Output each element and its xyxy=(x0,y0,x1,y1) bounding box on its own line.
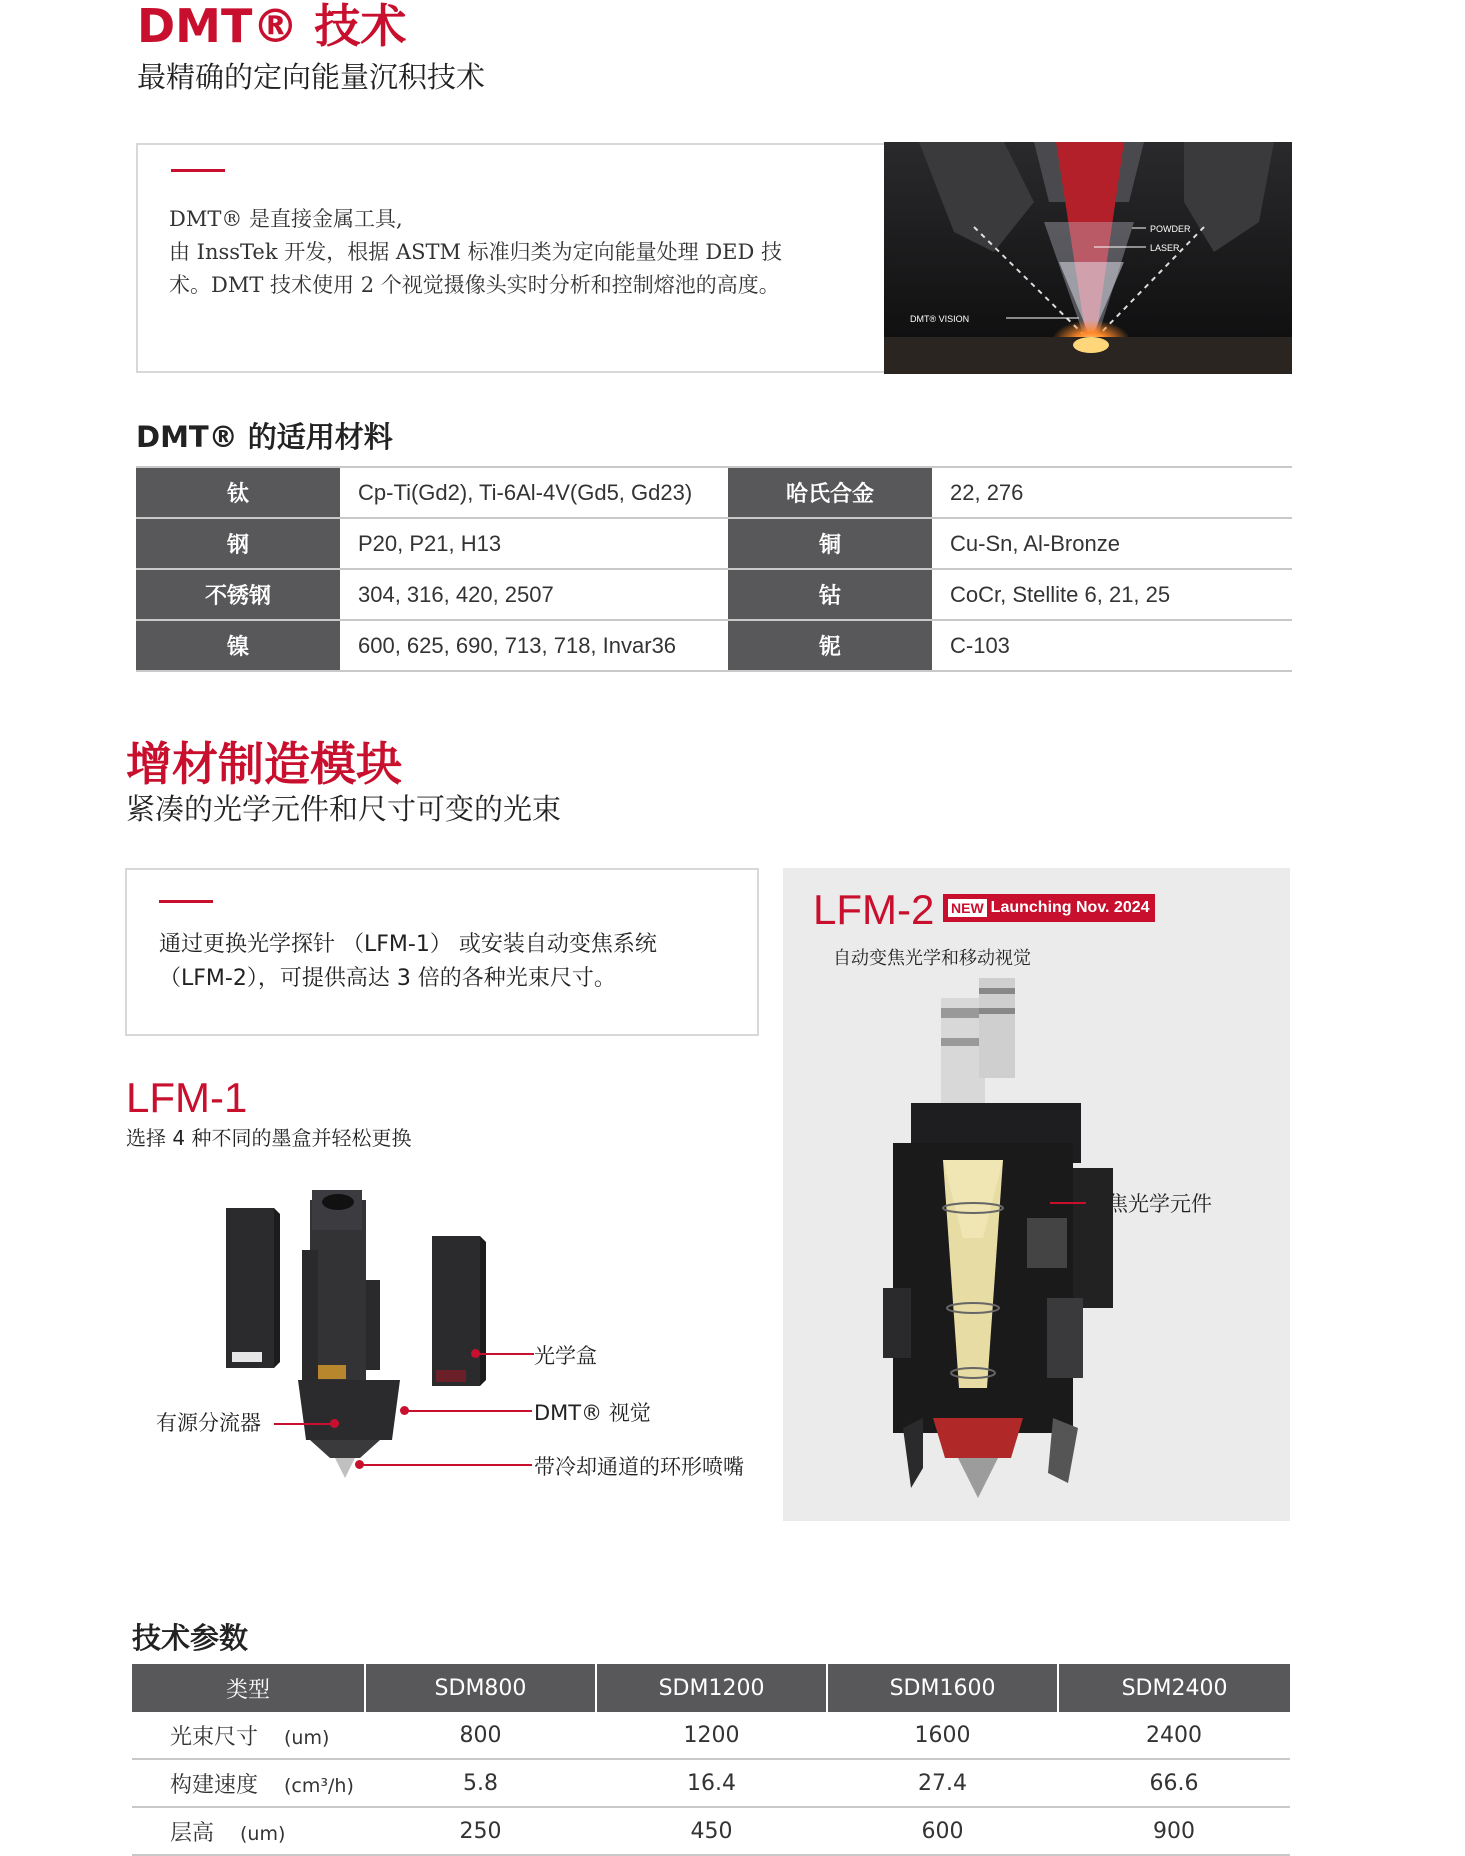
table-cell: 250 xyxy=(365,1807,596,1855)
lfm2-panel xyxy=(783,868,1290,1521)
row-unit: (cm³/h) xyxy=(284,1774,354,1797)
dmt-description xyxy=(169,203,782,302)
column-header: SDM1200 xyxy=(596,1664,827,1712)
table-row xyxy=(132,1807,1290,1855)
zoom-optics-callout: 变焦光学元件 xyxy=(1086,1192,1212,1216)
material-label: 钴 xyxy=(728,569,932,620)
specs-heading: 技术参数 xyxy=(132,1621,249,1655)
desc-line: （LFM-2），可提供高达 3 倍的各种光束尺寸。 xyxy=(159,966,616,991)
table-cell: 1200 xyxy=(596,1712,827,1759)
material-label: 钛 xyxy=(136,468,340,518)
accent-bar xyxy=(159,900,213,903)
lfm2-module-illustration xyxy=(883,978,1123,1508)
table-row xyxy=(136,518,1292,569)
column-header: SDM1600 xyxy=(827,1664,1058,1712)
materials-table xyxy=(136,468,1292,672)
material-grades: 304, 316, 420, 2507 xyxy=(340,569,728,620)
powder-label: POWDER xyxy=(1150,224,1191,234)
specs-table xyxy=(132,1664,1290,1856)
column-header: 类型 xyxy=(132,1664,365,1712)
laser-label: LASER xyxy=(1150,243,1180,253)
material-grades: Cu-Sn, Al-Bronze xyxy=(932,518,1292,569)
dmt-vision-callout: DMT® 视觉 xyxy=(534,1401,651,1425)
lfm-description-card xyxy=(125,868,759,1036)
table-row xyxy=(136,468,1292,518)
material-grades: P20, P21, H13 xyxy=(340,518,728,569)
table-cell: 2400 xyxy=(1058,1712,1290,1759)
table-row xyxy=(136,620,1292,671)
section1-subtitle: 最精确的定向能量沉积技术 xyxy=(137,60,486,94)
material-label: 哈氏合金 xyxy=(728,468,932,518)
zoom-optics-leader xyxy=(1050,1202,1086,1204)
nozzle-marker xyxy=(355,1460,364,1469)
optics-box-leader xyxy=(476,1353,534,1355)
material-grades: CoCr, Stellite 6, 21, 25 xyxy=(932,569,1292,620)
table-row xyxy=(132,1759,1290,1807)
table-row xyxy=(136,569,1292,620)
new-badge xyxy=(943,894,1155,922)
table-cell: 66.6 xyxy=(1058,1759,1290,1807)
lfm1-module-illustration xyxy=(210,1190,490,1490)
section2-subtitle: 紧凑的光学元件和尺寸可变的光束 xyxy=(126,792,562,826)
dmt-vision-leader xyxy=(404,1410,532,1412)
material-grades: Cp-Ti(Gd2), Ti-6Al-4V(Gd5, Gd23) xyxy=(340,468,728,518)
splitter-leader xyxy=(274,1423,334,1425)
nozzle-leader xyxy=(360,1464,532,1466)
table-cell: 1600 xyxy=(827,1712,1058,1759)
dmt-vision-marker xyxy=(400,1406,409,1415)
row-label: 层高 xyxy=(170,1820,215,1846)
dmt-process-photo xyxy=(884,142,1292,374)
section1-title: DMT® 技术 xyxy=(137,0,407,53)
row-unit: (um) xyxy=(240,1822,286,1845)
material-grades: 22, 276 xyxy=(932,468,1292,518)
lfm2-title: LFM-2 xyxy=(813,886,935,933)
lfm1-subtitle: 选择 4 种不同的墨盒并轻松更换 xyxy=(126,1126,412,1150)
lfm2-subtitle: 自动变焦光学和移动视觉 xyxy=(833,948,1031,969)
lfm-description xyxy=(159,928,657,996)
row-label: 光束尺寸 xyxy=(170,1724,259,1750)
column-header: SDM800 xyxy=(365,1664,596,1712)
material-label: 钢 xyxy=(136,518,340,569)
desc-line: DMT® 是直接金属工具, xyxy=(169,207,403,231)
table-cell: 16.4 xyxy=(596,1759,827,1807)
table-cell: 450 xyxy=(596,1807,827,1855)
material-grades: C-103 xyxy=(932,620,1292,671)
material-label: 铌 xyxy=(728,620,932,671)
desc-line: 通过更换光学探针 （LFM-1） 或安装自动变焦系统 xyxy=(159,932,657,957)
optics-box-callout: 光学盒 xyxy=(534,1344,597,1368)
table-cell: 900 xyxy=(1058,1807,1290,1855)
optics-box-marker xyxy=(471,1349,480,1358)
dmt-description-card xyxy=(136,143,886,373)
desc-line: 术。DMT 技术使用 2 个视觉摄像头实时分析和控制熔池的高度。 xyxy=(169,273,780,297)
table-cell: 5.8 xyxy=(365,1759,596,1807)
material-label: 不锈钢 xyxy=(136,569,340,620)
table-cell: 800 xyxy=(365,1712,596,1759)
materials-heading: DMT® 的适用材料 xyxy=(136,420,393,454)
splitter-callout: 有源分流器 xyxy=(156,1411,261,1435)
table-row xyxy=(132,1712,1290,1759)
lfm1-title: LFM-1 xyxy=(126,1074,248,1121)
splitter-marker xyxy=(330,1419,339,1428)
section2-title: 增材制造模块 xyxy=(126,737,402,791)
laser-nozzle-illustration xyxy=(884,142,1292,374)
material-grades: 600, 625, 690, 713, 718, Invar36 xyxy=(340,620,728,671)
table-header-row xyxy=(132,1664,1290,1712)
row-unit: (um) xyxy=(284,1726,330,1749)
column-header: SDM2400 xyxy=(1058,1664,1290,1712)
table-cell: 600 xyxy=(827,1807,1058,1855)
desc-line: 由 InssTek 开发，根据 ASTM 标准归类为定向能量处理 DED 技 xyxy=(169,240,783,264)
row-label: 构建速度 xyxy=(170,1772,259,1798)
nozzle-callout: 带冷却通道的环形喷嘴 xyxy=(534,1455,744,1479)
accent-bar xyxy=(171,169,225,172)
new-badge-label: NEW xyxy=(948,899,987,917)
material-label: 镍 xyxy=(136,620,340,671)
vision-label: DMT® VISION xyxy=(910,314,970,324)
material-label: 铜 xyxy=(728,518,932,569)
table-cell: 27.4 xyxy=(827,1759,1058,1807)
launch-date: Launching Nov. 2024 xyxy=(990,899,1150,916)
